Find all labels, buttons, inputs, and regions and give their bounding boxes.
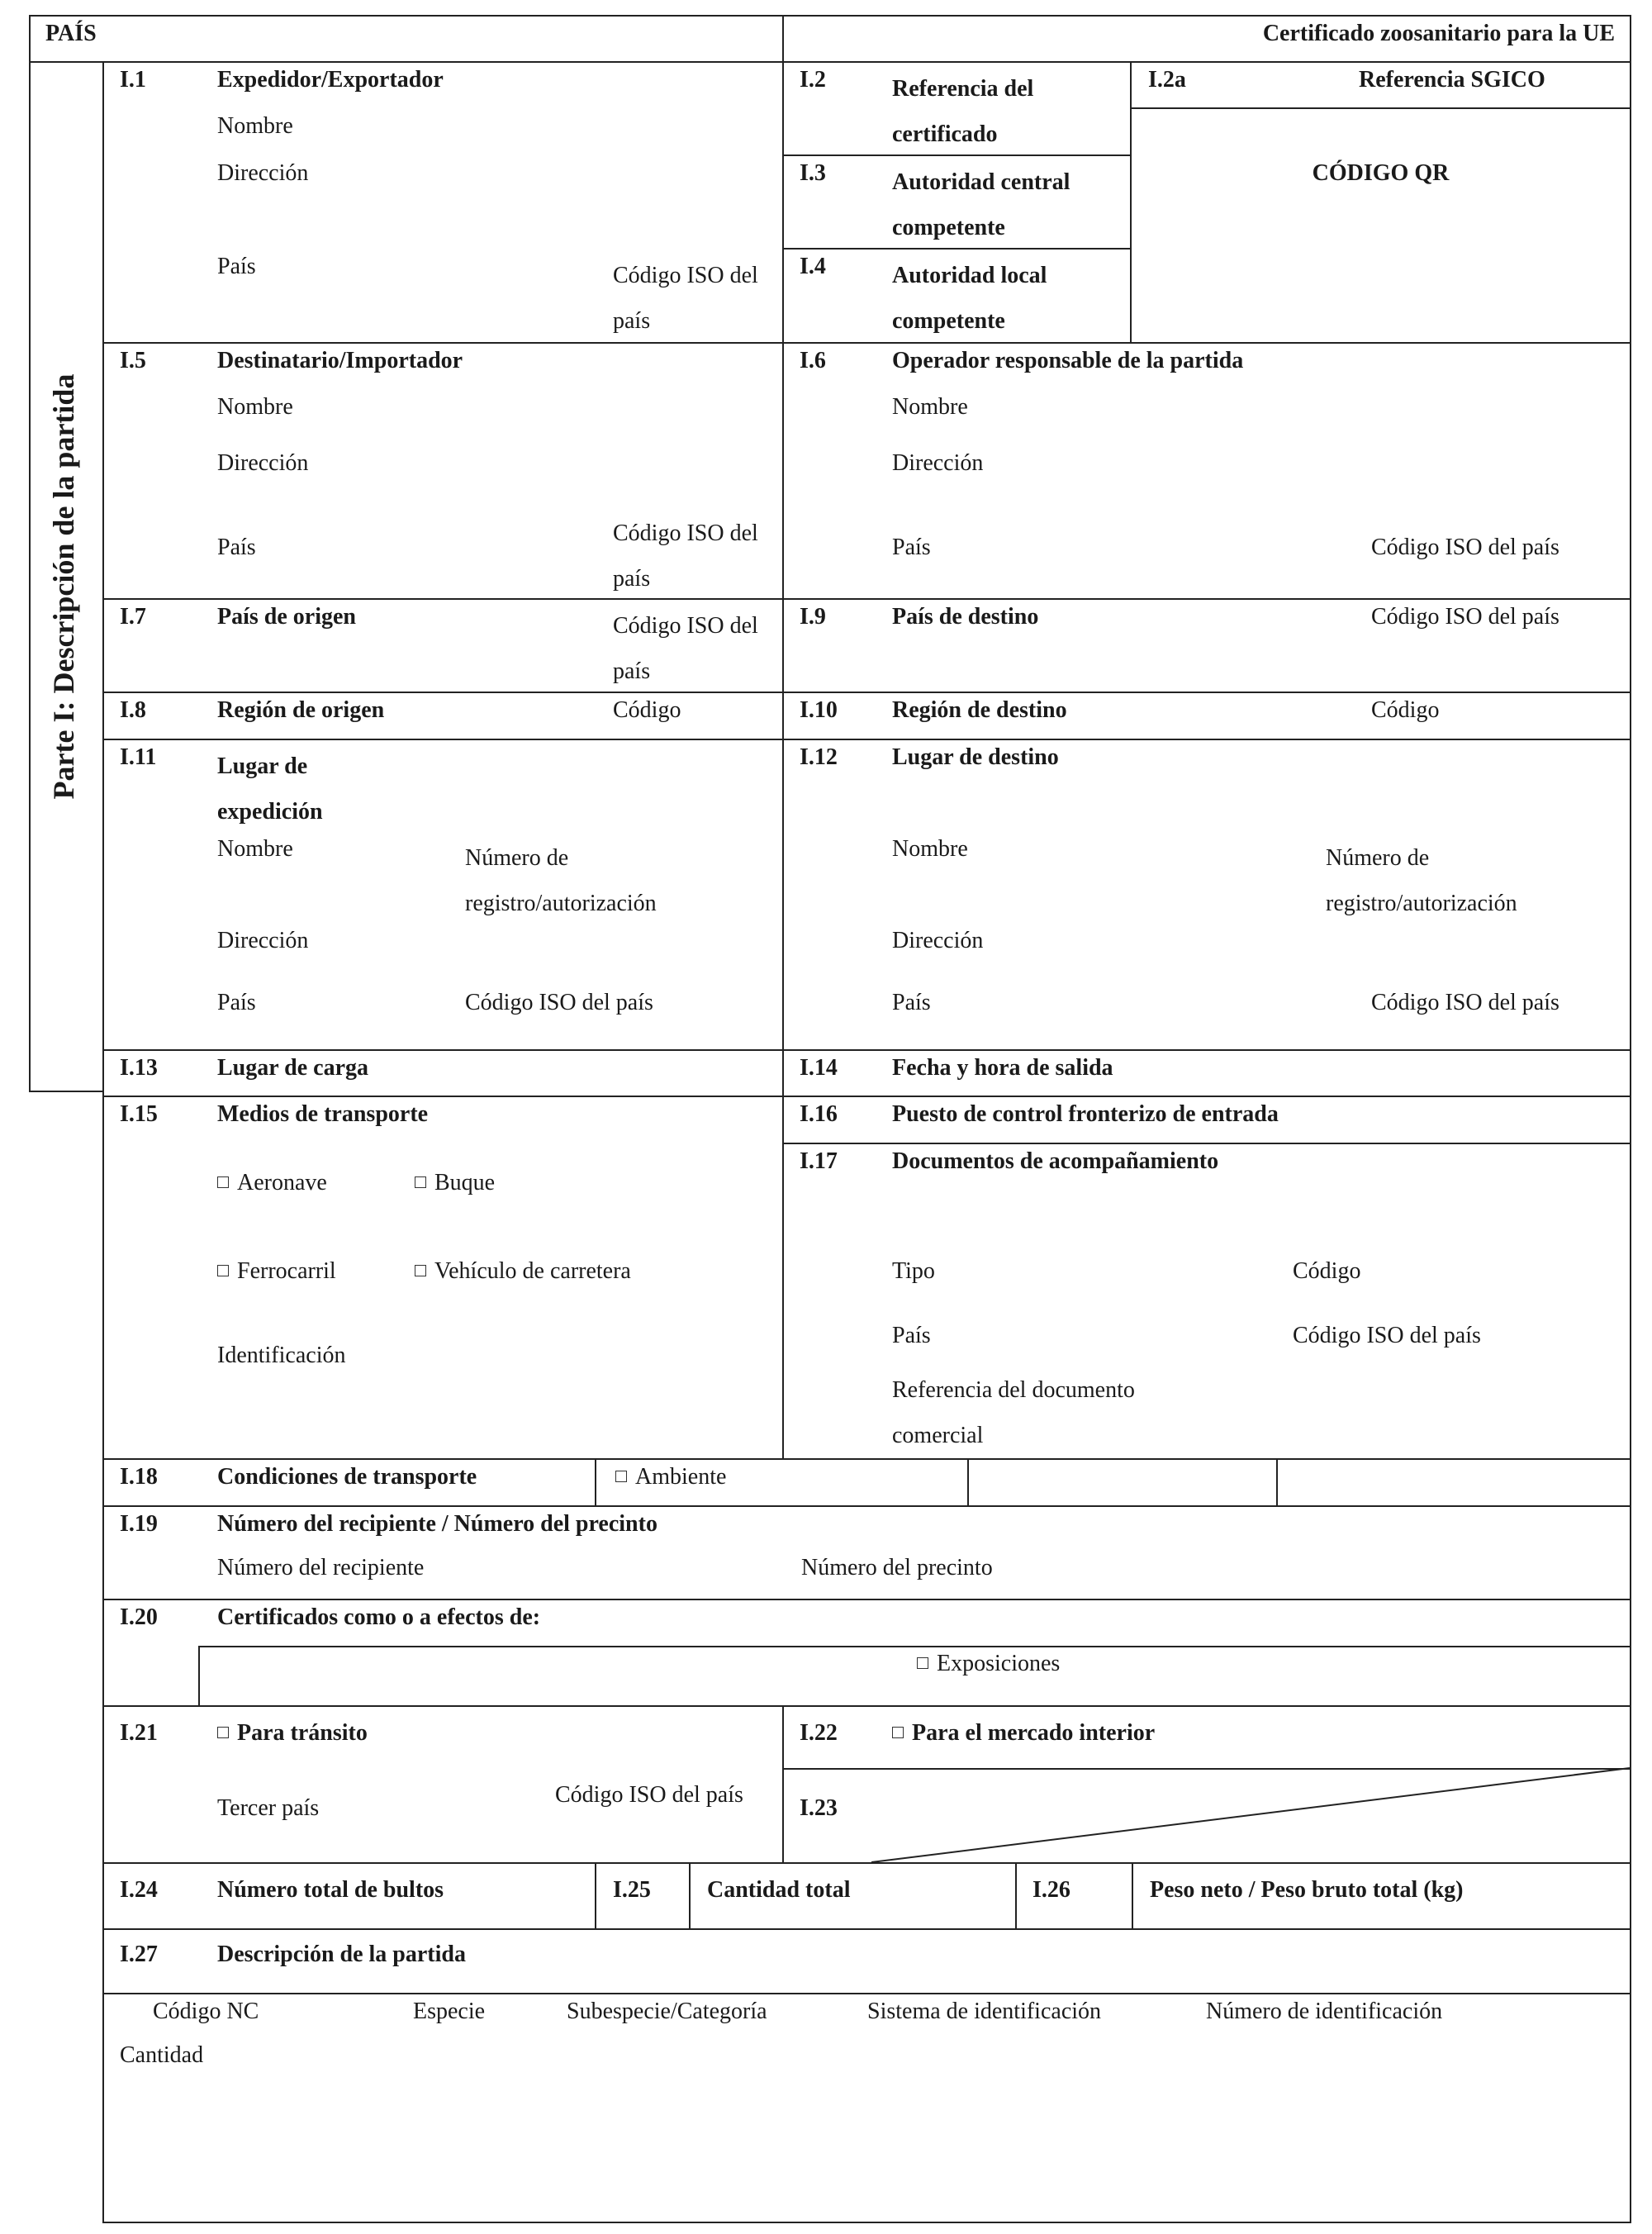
column-header-quantity: Cantidad <box>120 2042 204 2068</box>
rule <box>689 1862 691 1928</box>
field-label: Código <box>613 697 681 723</box>
checkbox-label: Ambiente <box>635 1464 727 1490</box>
field-label: Número del recipiente <box>217 1555 425 1580</box>
checkbox-ambient[interactable] <box>615 1463 726 1491</box>
rule <box>102 2222 1631 2223</box>
checkbox-icon <box>415 1176 426 1188</box>
checkbox-label: Vehículo de carretera <box>434 1258 631 1284</box>
rule <box>967 1458 969 1505</box>
rule <box>102 692 1630 693</box>
field-label: Código ISO del país <box>1371 604 1559 630</box>
field-number: I.15 <box>120 1101 158 1127</box>
column-header-species: Especie <box>413 1999 486 2024</box>
checkbox-label: Buque <box>434 1170 496 1195</box>
checkbox-internal-market[interactable] <box>892 1719 1155 1747</box>
field-number: I.5 <box>120 348 146 373</box>
field-number: I.21 <box>120 1720 158 1746</box>
rule <box>1130 107 1630 109</box>
rule <box>29 61 1631 63</box>
rule <box>102 1705 1630 1707</box>
field-number: I.4 <box>800 254 826 279</box>
field-number: I.25 <box>613 1877 651 1903</box>
field-label: Código <box>1293 1258 1361 1284</box>
rule <box>1130 61 1132 342</box>
column-header-id-system: Sistema de identificación <box>867 1999 1102 2024</box>
checkbox-icon <box>217 1727 229 1738</box>
field-number: I.9 <box>800 604 826 630</box>
field-number: I.2a <box>1148 67 1186 93</box>
field-label: Dirección <box>217 450 309 476</box>
field-title: Fecha y hora de salida <box>892 1055 1113 1081</box>
field-title: Región de origen <box>217 697 385 723</box>
field-title: País de origen <box>217 604 356 630</box>
checkbox-label: Exposiciones <box>937 1651 1061 1676</box>
qr-code-label: CÓDIGO QR <box>1312 160 1450 186</box>
rule <box>1276 1458 1278 1505</box>
field-label: País <box>217 254 256 279</box>
field-number: I.26 <box>1032 1877 1070 1903</box>
field-label: Código ISO del país <box>613 613 758 684</box>
column-header-subspecies: Subespecie/Categoría <box>567 1999 767 2024</box>
part-label: Parte I: Descripción de la partida <box>47 373 80 800</box>
field-label: País <box>217 535 256 560</box>
rule <box>782 1143 1630 1144</box>
field-title: Referencia SGICO <box>1359 67 1545 93</box>
field-label: País <box>892 535 931 560</box>
rule <box>102 61 104 2222</box>
field-label: Nombre <box>217 113 293 139</box>
field-label: Tercer país <box>217 1795 320 1821</box>
rule <box>102 1049 1630 1051</box>
field-title: Documentos de acompañamiento <box>892 1148 1219 1174</box>
rule <box>595 1862 596 1928</box>
field-number: I.14 <box>800 1055 838 1081</box>
field-title: Expedidor/Exportador <box>217 67 444 93</box>
checkbox-label: Aeronave <box>237 1170 327 1195</box>
field-number: I.27 <box>120 1942 158 1967</box>
field-title: Lugar de destino <box>892 744 1059 770</box>
field-label: Número del precinto <box>801 1555 993 1580</box>
field-label: Nombre <box>892 394 968 420</box>
field-title: Número del recipiente / Número del precinto <box>217 1511 657 1537</box>
rule <box>29 15 31 1091</box>
rule <box>198 1646 1630 1647</box>
rule <box>102 739 1630 740</box>
rule <box>782 15 784 1458</box>
field-title: Medios de transporte <box>217 1101 429 1127</box>
field-label: Identificación <box>217 1343 346 1368</box>
field-number: I.1 <box>120 67 146 93</box>
field-label: Dirección <box>217 160 309 186</box>
field-title: Lugar de expedición <box>217 753 323 825</box>
field-number: I.23 <box>800 1795 838 1821</box>
field-number: I.7 <box>120 604 146 630</box>
field-number: I.8 <box>120 697 146 723</box>
field-label: País <box>892 990 931 1015</box>
field-title: Certificados como o a efectos de: <box>217 1604 541 1630</box>
field-title: Lugar de carga <box>217 1055 369 1081</box>
field-number: I.2 <box>800 67 826 93</box>
rule <box>102 598 1630 600</box>
field-number: I.18 <box>120 1464 158 1490</box>
field-number: I.12 <box>800 744 838 770</box>
field-label: Número de registro/autorización <box>465 845 657 916</box>
field-label: Dirección <box>892 928 984 953</box>
rule <box>29 1091 102 1092</box>
checkbox-icon <box>917 1657 928 1669</box>
rule <box>29 15 1631 17</box>
rule <box>102 1928 1630 1930</box>
field-label: Código <box>1371 697 1440 723</box>
checkbox-transit[interactable] <box>217 1719 368 1747</box>
field-title: Autoridad central competente <box>892 169 1070 240</box>
field-label: Número de registro/autorización <box>1326 845 1517 916</box>
field-label: Código ISO del país <box>555 1782 743 1808</box>
field-number: I.11 <box>120 744 157 770</box>
field-label: Dirección <box>217 928 309 953</box>
field-title: Destinatario/Importador <box>217 348 463 373</box>
checkbox-ship[interactable] <box>415 1169 495 1197</box>
checkbox-road-vehicle[interactable] <box>415 1257 631 1286</box>
diagonal-rule <box>871 1766 1631 1864</box>
field-number: I.16 <box>800 1101 838 1127</box>
field-number: I.24 <box>120 1877 158 1903</box>
checkbox-icon <box>892 1727 904 1738</box>
field-number: I.22 <box>800 1720 838 1746</box>
field-number: I.3 <box>800 160 826 186</box>
field-number: I.10 <box>800 697 838 723</box>
field-title: Número total de bultos <box>217 1877 444 1903</box>
checkbox-label: Para tránsito <box>237 1720 368 1746</box>
field-title: Peso neto / Peso bruto total (kg) <box>1150 1877 1464 1903</box>
checkbox-label: Ferrocarril <box>237 1258 336 1284</box>
field-label: País <box>217 990 256 1015</box>
checkbox-exhibitions[interactable] <box>917 1650 1060 1678</box>
field-title: Condiciones de transporte <box>217 1464 477 1490</box>
field-label: País <box>892 1323 931 1348</box>
rule <box>595 1458 596 1505</box>
field-label: Código ISO del país <box>1371 990 1559 1015</box>
field-label: Dirección <box>892 450 984 476</box>
field-label: Código ISO del país <box>613 263 758 334</box>
field-label: Nombre <box>892 836 968 862</box>
field-title: Autoridad local competente <box>892 263 1047 334</box>
column-header-cn-code: Código NC <box>153 1999 259 2024</box>
field-number: I.6 <box>800 348 826 373</box>
field-title: Operador responsable de la partida <box>892 348 1244 373</box>
field-label: Código ISO del país <box>1371 535 1559 560</box>
field-number: I.19 <box>120 1511 158 1537</box>
column-header-id-number: Número de identificación <box>1206 1999 1443 2024</box>
field-label: Tipo <box>892 1258 935 1284</box>
rule <box>1630 15 1631 2222</box>
rule <box>102 1599 1630 1600</box>
field-title: Descripción de la partida <box>217 1942 466 1967</box>
checkbox-rail[interactable] <box>217 1257 336 1286</box>
field-label: Código ISO del país <box>1293 1323 1481 1348</box>
field-number: I.20 <box>120 1604 158 1630</box>
checkbox-icon <box>217 1176 229 1188</box>
checkbox-label: Para el mercado interior <box>912 1720 1156 1746</box>
field-number: I.13 <box>120 1055 158 1081</box>
checkbox-icon <box>415 1265 426 1276</box>
rule <box>102 1458 1630 1460</box>
certificate-title: Certificado zoosanitario para la UE <box>1262 21 1615 46</box>
checkbox-icon <box>217 1265 229 1276</box>
rule <box>102 1096 1630 1097</box>
country-header: PAÍS <box>45 21 97 46</box>
rule <box>102 1505 1630 1507</box>
field-title: Cantidad total <box>707 1877 851 1903</box>
checkbox-icon <box>615 1471 627 1482</box>
field-label: Referencia del documento comercial <box>892 1377 1135 1448</box>
field-label: Código ISO del país <box>613 520 758 592</box>
field-label: Código ISO del país <box>465 990 653 1015</box>
field-label: Nombre <box>217 394 293 420</box>
field-title: País de destino <box>892 604 1039 630</box>
rule <box>1132 1862 1133 1928</box>
rule <box>1015 1862 1017 1928</box>
rule <box>782 1705 784 1862</box>
field-title: Puesto de control fronterizo de entrada <box>892 1101 1279 1127</box>
rule <box>102 1993 1630 1994</box>
field-number: I.17 <box>800 1148 838 1174</box>
field-title: Referencia del certificado <box>892 76 1034 147</box>
rule <box>102 342 1630 344</box>
field-label: Nombre <box>217 836 293 862</box>
field-title: Región de destino <box>892 697 1067 723</box>
rule <box>198 1646 200 1705</box>
checkbox-aircraft[interactable] <box>217 1169 327 1197</box>
